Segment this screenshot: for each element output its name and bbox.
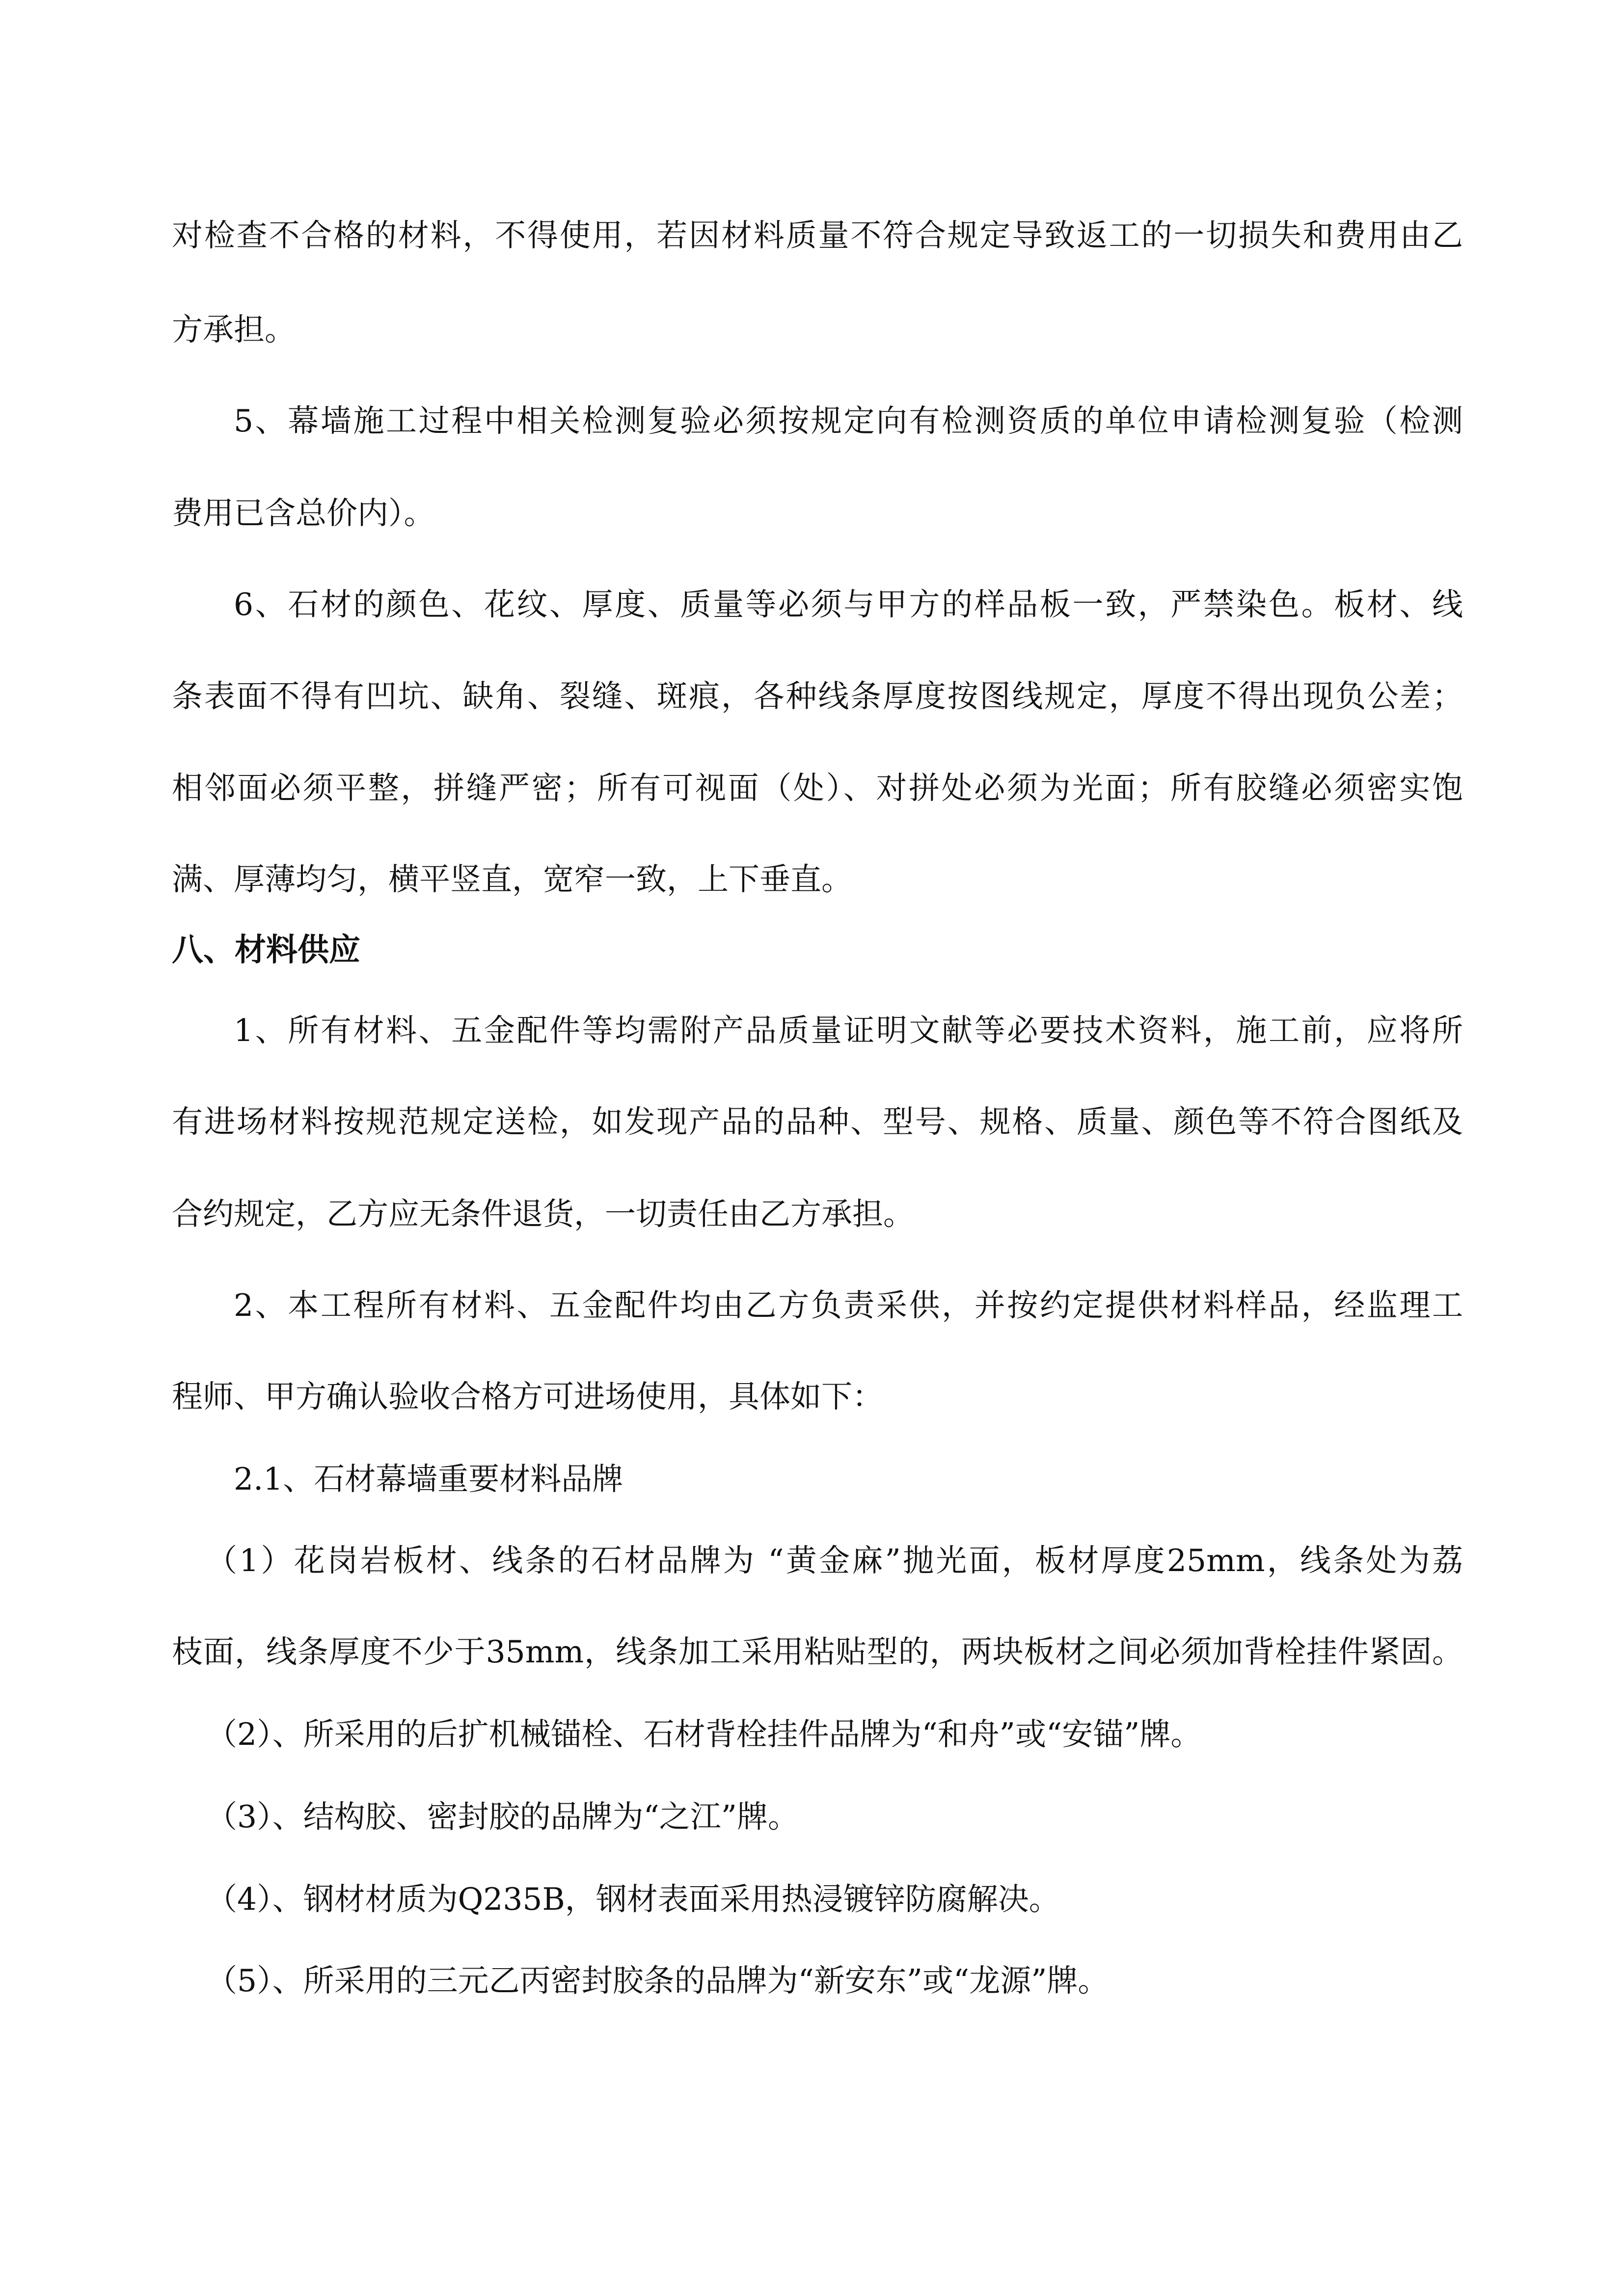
item-6-line-3: 相邻面必须平整，拼缝严密；所有可视面（处）、对拼处必须为光面；所有胶缝必须密实饱 — [172, 770, 1463, 806]
brand-item-5: （5）、所采用的三元乙丙密封胶条的品牌为“新安东”或“龙源”牌。 — [206, 1963, 1109, 1999]
item-6-line-4: 满、厚薄均匀，横平竖直，宽窄一致，上下垂直。 — [172, 861, 852, 897]
brand-item-1-line-1: （1）花岗岩板材、线条的石材品牌为 “黄金麻”抛光面，板材厚度25mm，线条处为荔 — [206, 1543, 1463, 1578]
supply-item-1-line-2: 有进场材料按规范规定送检，如发现产品的品种、型号、规格、质量、颜色等不符合图纸及 — [172, 1104, 1463, 1140]
item-5-line-1: 5、幕墙施工过程中相关检测复验必须按规定向有检测资质的单位申请检测复验（检测 — [234, 403, 1463, 439]
supply-item-2-line-1: 2、本工程所有材料、五金配件均由乙方负责采供，并按约定提供材料样品，经监理工 — [234, 1287, 1463, 1323]
supply-item-2-line-2: 程师、甲方确认验收合格方可进场使用，具体如下： — [172, 1379, 883, 1415]
supply-item-1-line-1: 1、所有材料、五金配件等均需附产品质量证明文献等必要技术资料，施工前，应将所 — [234, 1013, 1463, 1048]
brand-item-4: （4）、钢材材质为Q235B，钢材表面采用热浸镀锌防腐解决。 — [206, 1881, 1060, 1917]
item-5-line-2: 费用已含总价内）。 — [172, 495, 435, 531]
subsection-2-1-title: 2.1、石材幕墙重要材料品牌 — [234, 1461, 623, 1497]
item-6-line-2: 条表面不得有凹坑、缺角、裂缝、斑痕，各种线条厚度按图线规定，厚度不得出现负公差； — [172, 678, 1463, 714]
brand-item-2: （2）、所采用的后扩机械锚栓、石材背栓挂件品牌为“和舟”或“安锚”牌。 — [206, 1716, 1202, 1752]
paragraph-continuation-line-1: 对检查不合格的材料，不得使用，若因材料质量不符合规定导致返工的一切损失和费用由乙 — [172, 217, 1463, 253]
item-6-line-1: 6、石材的颜色、花纹、厚度、质量等必须与甲方的样品板一致，严禁染色。板材、线 — [234, 587, 1463, 622]
brand-item-1-line-2: 枝面，线条厚度不少于35mm，线条加工采用粘贴型的，两块板材之间必须加背栓挂件紧固。 — [172, 1634, 1463, 1670]
paragraph-continuation-line-2: 方承担。 — [172, 312, 296, 347]
supply-item-1-line-3: 合约规定，乙方应无条件退货，一切责任由乙方承担。 — [172, 1196, 914, 1232]
brand-item-3: （3）、结构胶、密封胶的品牌为“之江”牌。 — [206, 1799, 799, 1835]
section-heading-material-supply: 八、材料供应 — [172, 932, 360, 968]
